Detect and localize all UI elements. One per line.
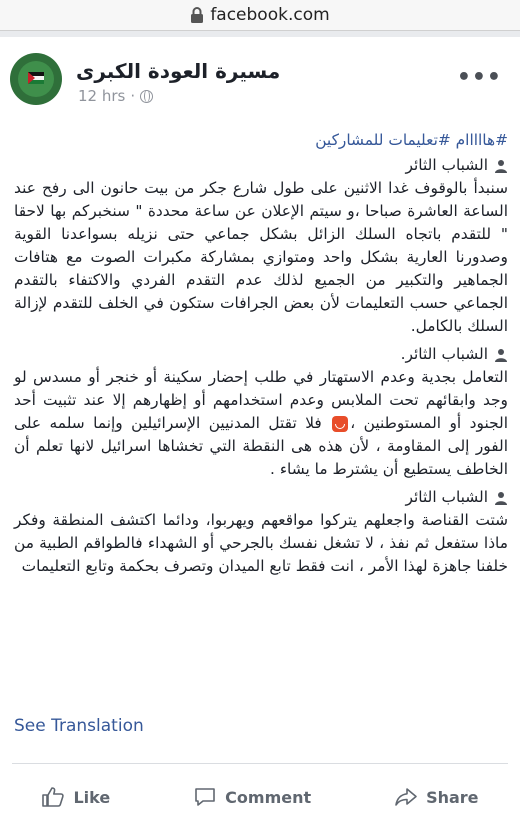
paragraph-2-part-b: فلا تقتل المدنيين الإسرائيلين وإنما سلمه على الفور إلى المقاومة ، لأن هذه هى النقطة التي تخشاها اسرائيل لانها تعلم أن الخاطف يستطيع أن يشترط ما يشاء .: [14, 414, 508, 478]
hashtag-link[interactable]: #تعليمات: [388, 131, 451, 149]
share-icon: [394, 785, 418, 809]
post-meta: [78, 87, 153, 105]
post-paragraph-1: سنبدأ بالوقوف غدا الاثنين على طول شارع جكر من بيت حانون الى رفح عند الساعة العاشرة صباحا ،و سيتم الإعلان عن ساعة محددة " سنخبركم بها لاحقا " للتقدم باتجاه السلك الزائل بشكل جماعي حتى نزيله بسواعدنا القوية وصدورنا العارية بشكل واحد ومتوازي بمشاركة مكبرات الصوت مع هتافات الجماهير والتكبير من الجميع لذلك عدم التقدم الفردي والاكتفاء بالتقدم الجماعي حسب التعليمات لأن بعض الجرافات ستكون في الخلف للتقدم لإزالة السلك بالكامل.: [14, 179, 508, 335]
signature-line: [14, 486, 508, 509]
signature-text: الشباب الثائر: [405, 156, 488, 174]
share-button[interactable]: [394, 785, 478, 809]
hashtag-link[interactable]: #هااااام: [455, 131, 508, 149]
emoji-icon: [332, 416, 348, 432]
meta-separator: ·: [130, 87, 136, 105]
post-body: [14, 129, 508, 578]
person-icon: [494, 348, 508, 362]
thumbs-up-icon: [41, 785, 65, 809]
lock-icon: [190, 7, 204, 23]
paragraph-2-part-a: التعامل بجدية وعدم الاستهتار في طلب إحضار سكينة أو خنجر أو مسدس لو وجد وابقائهم تحت الملابس وعدم استخدامهم أو إظهارهم إلا عند تثبيت أحد الجنود أو المستوطنين ،: [14, 368, 508, 432]
like-button[interactable]: [41, 785, 110, 809]
url-text: facebook.com: [210, 5, 330, 25]
post-paragraph-2: [14, 366, 508, 481]
comment-label: Comment: [225, 787, 312, 807]
like-label: Like: [73, 787, 111, 807]
signature-text: الشباب الثائر: [405, 488, 488, 506]
signature-line: [14, 154, 508, 177]
share-label: Share: [426, 787, 479, 807]
post-timestamp[interactable]: 12 hrs: [78, 87, 126, 105]
post-actions: [0, 777, 520, 817]
signature-line: [14, 343, 508, 366]
comment-button[interactable]: [193, 785, 311, 809]
post-hashtags: [14, 129, 508, 152]
person-icon: [494, 491, 508, 505]
page-name[interactable]: مسيرة العودة الكبرى: [76, 59, 281, 83]
comment-icon: [193, 785, 217, 809]
person-icon: [494, 159, 508, 173]
more-options-button[interactable]: •••: [456, 65, 502, 90]
flag-icon: [25, 68, 47, 90]
post-card: [0, 37, 520, 828]
post-paragraph-3: شتت القناصة واجعلهم يتركوا مواقعهم ويهربوا، ودائما اكتشف المنطقة وفكر ماذا ستفعل ثم نفذ ، لا تشغل نفسك بالجرحي أو الشهداء فالطواقم الطبية من خلفنا جاهزة لهذا الأمر ، انت فقط تابع الميدان وتصرف بحكمة وتابع التعليمات: [14, 511, 508, 575]
tags-text: للمشاركين: [315, 131, 389, 149]
divider: [12, 763, 508, 764]
globe-icon: [140, 90, 153, 103]
avatar-logo: [18, 61, 54, 97]
avatar[interactable]: [10, 53, 62, 105]
see-translation-link[interactable]: See Translation: [14, 716, 144, 736]
signature-text: الشباب الثائر.: [400, 345, 488, 363]
browser-address-bar[interactable]: [0, 0, 520, 31]
